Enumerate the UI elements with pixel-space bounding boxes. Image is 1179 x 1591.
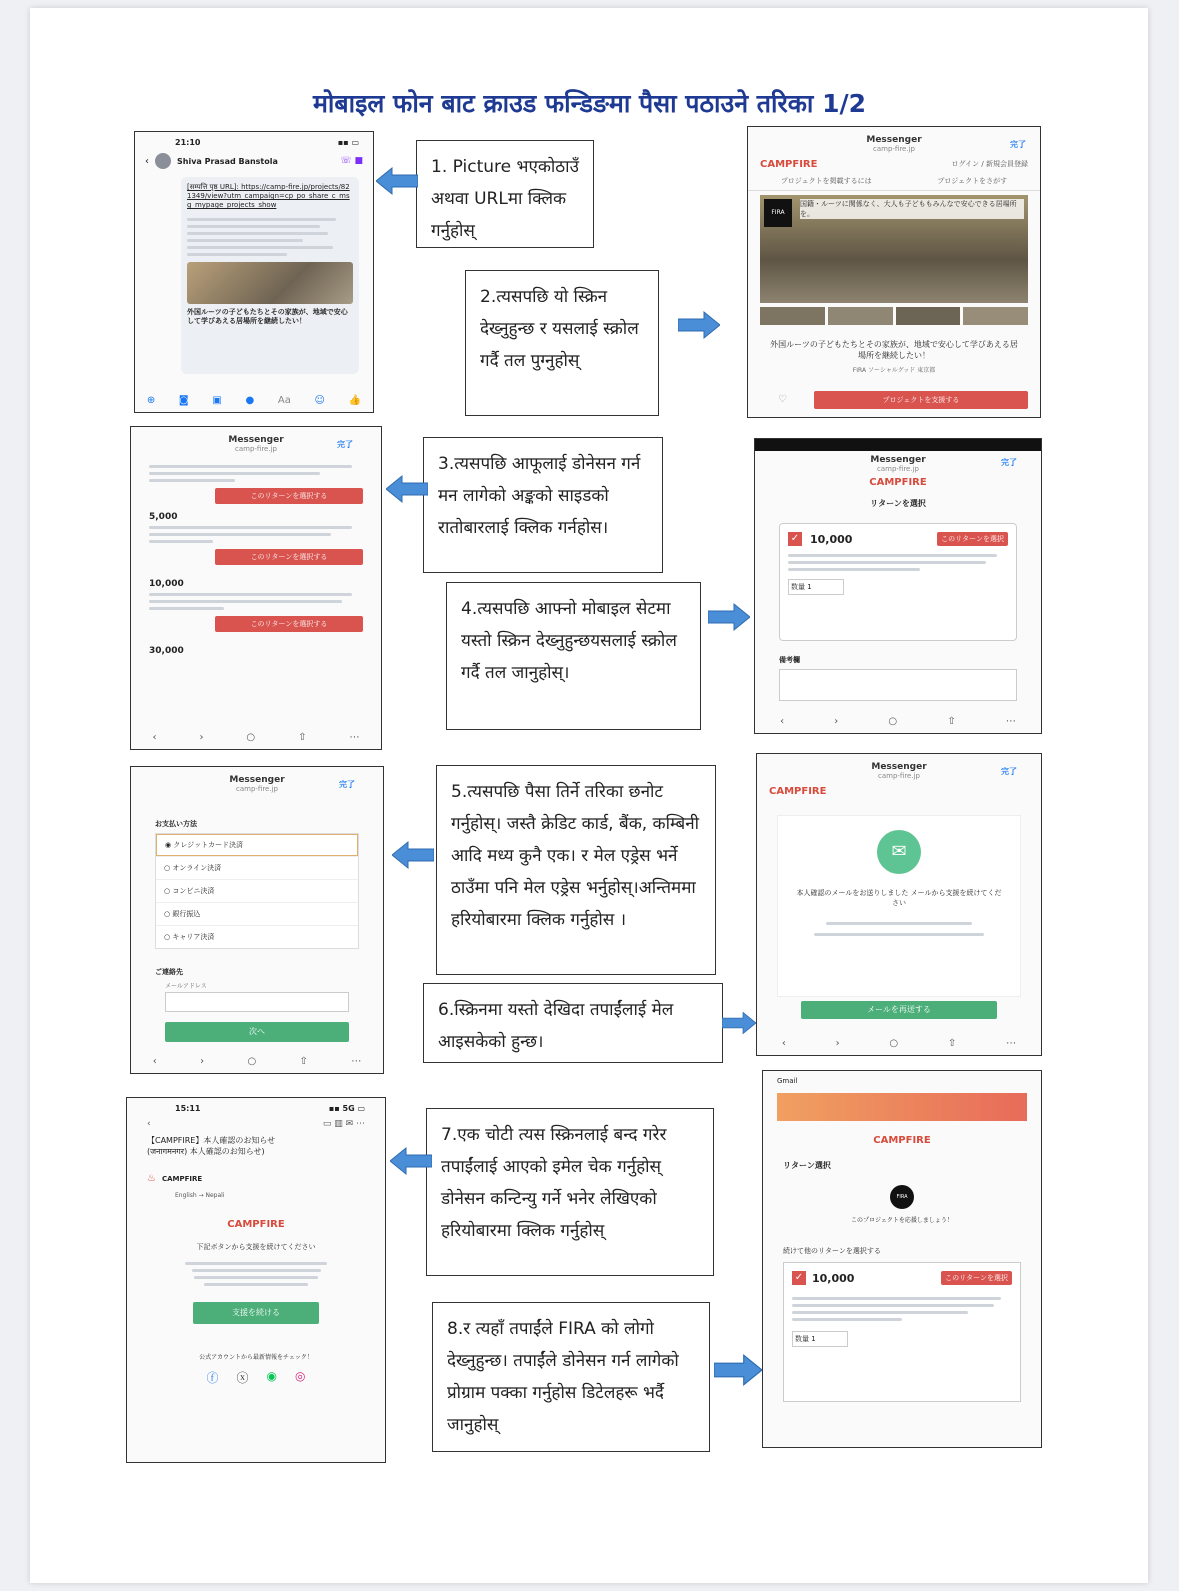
email-label: メールアドレス bbox=[165, 983, 207, 990]
payment-option-credit[interactable]: ◉ クレジットカード決済 bbox=[156, 834, 358, 856]
status-time: 21:10 bbox=[175, 138, 201, 147]
campfire-logo: CAMPFIRE bbox=[873, 1135, 931, 1146]
browser-toolbar bbox=[131, 1056, 383, 1067]
facebook-icon[interactable]: ⓕ bbox=[206, 1371, 219, 1385]
support-project-button[interactable]: プロジェクトを支援する bbox=[814, 391, 1028, 409]
campfire-logo: CAMPFIRE bbox=[869, 477, 927, 488]
message-bubble[interactable] bbox=[181, 177, 359, 374]
step-5-box: 5.त्यसपछि पैसा तिर्ने तरिका छनोट गर्नुहोस्। जस्तै क्रेडिट कार्ड, बैंक, कम्बिनी आदि मध्य कुनै एक। र मेल एड्रेस भर्ने ठाउँमा पनि मेल एड्रेस भर्नुहोस्।अन्तिममा हरियोबारमा क्लिक गर्नुहोस । bbox=[436, 765, 716, 975]
back-icon[interactable]: ‹ bbox=[781, 1038, 786, 1049]
nav-find-project[interactable]: プロジェクトをさがす bbox=[937, 177, 1008, 185]
done-button[interactable]: 完了 bbox=[339, 780, 355, 789]
thumbnail[interactable] bbox=[896, 307, 961, 325]
plus-icon[interactable]: ⊕ bbox=[146, 395, 156, 406]
message-photo[interactable] bbox=[187, 262, 353, 304]
quantity-stepper[interactable]: 数量 1 bbox=[792, 1331, 848, 1347]
arrow-right-icon bbox=[678, 310, 720, 340]
more-icon[interactable]: ⋯ bbox=[351, 1056, 362, 1067]
contact-label: ご連絡先 bbox=[155, 968, 183, 976]
browser-domain: camp-fire.jp bbox=[873, 145, 915, 153]
signal-icon: ▪▪ 5G ▭ bbox=[328, 1104, 365, 1113]
forward-icon[interactable]: › bbox=[834, 716, 839, 727]
step-2-box: 2.त्यसपछि यो स्क्रिन देख्नुहुन्छ र यसलाई स्क्रोल गर्दै तल पुग्नुहोस् bbox=[465, 270, 659, 416]
fira-logo: FIRA bbox=[764, 199, 792, 227]
reload-icon[interactable]: ○ bbox=[247, 1056, 257, 1067]
mic-icon[interactable]: ● bbox=[245, 395, 255, 406]
return-amount: 10,000 bbox=[810, 532, 853, 546]
browser-app-name: Messenger bbox=[871, 762, 927, 772]
screenshot-messenger-chat bbox=[134, 131, 374, 413]
browser-toolbar bbox=[755, 716, 1041, 727]
return-amount: 10,000 bbox=[149, 579, 184, 589]
project-tags: FIRA ソーシャルグッド 東京都 bbox=[852, 367, 936, 374]
arrow-left-icon bbox=[392, 840, 434, 870]
note-label: 備考欄 bbox=[779, 656, 800, 664]
emoji-icon[interactable]: ☺ bbox=[314, 395, 325, 406]
email-subject-translated: (जनागमनगर) 本人確認のお知らせ) bbox=[147, 1147, 265, 1156]
email-footer: 公式アカウントから最新情報をチェック！ bbox=[199, 1354, 313, 1361]
translate-toggle[interactable]: English → Nepali bbox=[175, 1192, 225, 1199]
return-card[interactable] bbox=[779, 523, 1017, 641]
login-link[interactable]: ログイン / 新規会員登録 bbox=[951, 160, 1028, 168]
email-sender: CAMPFIRE bbox=[161, 1174, 203, 1183]
browser-domain: camp-fire.jp bbox=[236, 785, 278, 793]
project-caption: 外国ルーツの子どもたちとその家族が、地域で安心して学びあえる居場所を継続したい！ bbox=[770, 340, 1018, 360]
mail-actions[interactable]: ▭ ▥ ✉ ⋯ bbox=[322, 1119, 365, 1129]
browser-app-name: Messenger bbox=[228, 435, 284, 445]
more-icon[interactable]: ⋯ bbox=[349, 732, 360, 743]
done-button[interactable]: 完了 bbox=[1001, 767, 1017, 776]
step-8-box: 8.र त्यहाँ तपाईंले FIRA को लोगो देख्नुहुन्छ। तपाईंले डोनेसन गर्न लागेको प्रोग्राम पक्का गर्नुहोस डिटेलहरू भर्दै जानुहोस् bbox=[432, 1302, 710, 1452]
screenshot-project-page bbox=[747, 126, 1041, 418]
mail-icon: ✉ bbox=[877, 830, 921, 874]
resend-mail-button[interactable]: メールを再送する bbox=[801, 1001, 997, 1019]
back-icon[interactable]: ‹ bbox=[780, 716, 785, 727]
thumbnail[interactable] bbox=[760, 307, 825, 325]
more-icon[interactable]: ⋯ bbox=[1005, 716, 1016, 727]
browser-domain: camp-fire.jp bbox=[235, 445, 277, 453]
page-title: मोबाइल फोन बाट क्राउड फन्डिङमा पैसा पठाउने तरिका 1/2 bbox=[312, 89, 867, 118]
browser-app-name: Messenger bbox=[866, 135, 922, 145]
mail-card bbox=[777, 815, 1021, 997]
back-icon[interactable]: ‹ bbox=[152, 1056, 157, 1067]
select-return-button[interactable]: このリターンを選択する bbox=[215, 616, 363, 632]
browser-domain: camp-fire.jp bbox=[878, 772, 920, 780]
step-7-box: 7.एक चोटी त्यस स्क्रिनलाई बन्द गरेर तपाईंलाई आएको इमेल चेक गर्नुहोस् डोनेसन कन्टिन्यु गर्ने भनेर लेखिएको हरियोबारमा क्लिक गर्नुहोस् bbox=[426, 1108, 714, 1276]
heart-icon[interactable]: ♡ bbox=[778, 394, 787, 405]
screenshot-return-list bbox=[130, 426, 382, 750]
browser-app-name: Messenger bbox=[870, 455, 926, 465]
message-caption: 外国ルーツの子どもたちとその家族が、地域で安心して学びあえる居場所を継続したい！ bbox=[187, 308, 348, 325]
done-button[interactable]: 完了 bbox=[337, 440, 353, 449]
next-button[interactable]: 次へ bbox=[165, 1022, 349, 1042]
arrow-right-icon bbox=[714, 1350, 762, 1390]
return-section-label: リターン選択 bbox=[783, 1161, 831, 1170]
message-link[interactable]: [सम्पत्ति पृष्ठ URL]: https://camp-fire.jp/projects/821349/view?utm_campaign=cp_po_share_c_msg_mypage_projects_show bbox=[187, 183, 350, 209]
email-headline: 下記ボタンから支援を続けてください bbox=[196, 1243, 316, 1251]
call-icon[interactable]: ☏ ■ bbox=[340, 156, 363, 166]
select-return-button[interactable]: このリターンを選択する bbox=[215, 549, 363, 565]
screenshot-return-select bbox=[754, 438, 1042, 734]
reload-icon[interactable]: ○ bbox=[888, 716, 898, 727]
select-return-button[interactable]: このリターンを選択 bbox=[941, 1271, 1012, 1285]
done-button[interactable]: 完了 bbox=[1010, 140, 1026, 149]
campfire-logo: CAMPFIRE bbox=[227, 1219, 285, 1230]
x-icon[interactable]: ⓧ bbox=[236, 1371, 249, 1385]
select-return-button[interactable]: このリターンを選択 bbox=[937, 532, 1008, 546]
back-icon[interactable]: ‹ bbox=[147, 1119, 151, 1129]
reload-icon[interactable]: ○ bbox=[246, 732, 256, 743]
more-icon[interactable]: ⋯ bbox=[1006, 1038, 1017, 1049]
instagram-icon[interactable]: ◎ bbox=[295, 1369, 306, 1383]
arrow-left-icon bbox=[376, 166, 418, 196]
nav-list-project[interactable]: プロジェクトを掲載するには bbox=[780, 177, 872, 185]
browser-app-name: Messenger bbox=[229, 775, 285, 785]
campfire-logo: CAMPFIRE bbox=[769, 786, 827, 797]
avatar bbox=[155, 153, 171, 169]
status-time: 15:11 bbox=[175, 1104, 201, 1113]
screenshot-payment-method bbox=[130, 766, 384, 1074]
payment-option-bank[interactable]: ○ 銀行振込 bbox=[156, 902, 358, 925]
notice-banner bbox=[777, 1093, 1027, 1121]
thumbnail[interactable] bbox=[963, 307, 1028, 325]
signal-icon: ▪▪ ▭ bbox=[337, 138, 359, 147]
payment-option-convenience[interactable]: ○ コンビニ決済 bbox=[156, 879, 358, 902]
gallery-icon[interactable]: ▣ bbox=[212, 395, 222, 406]
forward-icon[interactable]: › bbox=[835, 1038, 840, 1049]
camera-icon[interactable]: ◙ bbox=[178, 395, 189, 406]
other-return-label: 続けて他のリターンを選択する bbox=[783, 1247, 881, 1255]
arrow-right-icon bbox=[708, 602, 750, 632]
checkbox-icon[interactable]: ✓ bbox=[788, 532, 802, 546]
back-icon[interactable]: ‹ bbox=[152, 732, 157, 743]
forward-icon[interactable]: › bbox=[200, 1056, 205, 1067]
arrow-left-icon bbox=[386, 474, 428, 504]
thumbnail[interactable] bbox=[828, 307, 893, 325]
like-icon[interactable]: 👍 bbox=[348, 395, 362, 406]
payment-option-online[interactable]: ○ オンライン決済 bbox=[156, 856, 358, 879]
step-4-box: 4.त्यसपछि आफ्नो मोबाइल सेटमा यस्तो स्क्रिन देख्नुहुन्छयसलाई स्क्रोल गर्दै तल जानुहोस्। bbox=[446, 582, 701, 730]
message-input[interactable]: Aa bbox=[277, 395, 291, 406]
campfire-logo: CAMPFIRE bbox=[760, 159, 818, 170]
fira-logo: FIRA bbox=[890, 1185, 914, 1209]
arrow-right-icon bbox=[722, 1008, 756, 1038]
return-card[interactable] bbox=[783, 1262, 1021, 1402]
sender-name: Shiva Prasad Banstola bbox=[177, 156, 278, 166]
browser-toolbar bbox=[131, 732, 381, 743]
back-icon[interactable]: ‹ bbox=[145, 155, 149, 167]
select-return-button[interactable]: このリターンを選択する bbox=[215, 488, 363, 504]
sender-logo-icon: ♨ bbox=[147, 1173, 156, 1184]
forward-icon[interactable]: › bbox=[199, 732, 204, 743]
gmail-back[interactable]: Gmail bbox=[777, 1077, 798, 1085]
step-6-box: 6.स्क्रिनमा यस्तो देखिदा तपाईंलाई मेल आइसकेको हुन्छ। bbox=[423, 983, 723, 1063]
share-icon[interactable]: ⇧ bbox=[947, 716, 956, 727]
return-amount: 30,000 bbox=[149, 646, 184, 656]
return-heading: リターンを選択 bbox=[870, 499, 926, 508]
line-icon[interactable]: ◉ bbox=[266, 1369, 278, 1383]
return-amount: 5,000 bbox=[149, 512, 178, 522]
browser-domain: camp-fire.jp bbox=[877, 465, 919, 473]
email-subject: 【CAMPFIRE】本人確認のお知らせ bbox=[147, 1136, 276, 1145]
screenshot-mail-sent bbox=[756, 753, 1042, 1056]
email-field[interactable] bbox=[165, 992, 349, 1012]
share-icon[interactable]: ⇧ bbox=[298, 732, 307, 743]
screenshot-fira-confirm bbox=[762, 1070, 1042, 1448]
browser-toolbar bbox=[757, 1038, 1041, 1049]
checkbox-icon[interactable]: ✓ bbox=[792, 1271, 806, 1285]
section-label: お支払い方法 bbox=[155, 820, 197, 828]
project-confirm-text: このプロジェクトを応援しましょう！ bbox=[851, 1217, 953, 1224]
note-input[interactable] bbox=[779, 669, 1017, 701]
share-icon[interactable]: ⇧ bbox=[947, 1038, 957, 1049]
step-3-box: 3.त्यसपछि आफूलाई डोनेसन गर्न मन लागेको अङ्कको साइडको रातोबारलाई क्लिक गर्नहोस। bbox=[423, 437, 663, 573]
messenger-toolbar bbox=[135, 395, 373, 406]
done-button[interactable]: 完了 bbox=[1001, 458, 1017, 467]
share-icon[interactable]: ⇧ bbox=[299, 1056, 308, 1067]
continue-support-button[interactable]: 支援を続ける bbox=[193, 1302, 319, 1324]
project-banner[interactable] bbox=[760, 195, 1028, 303]
quantity-stepper[interactable]: 数量 1 bbox=[788, 579, 844, 595]
mail-message: 本人確認のメールをお送りしました メールから支援を続けてください bbox=[796, 889, 1002, 907]
step-1-box: 1. Picture भएकोठाउँ अथवा URLमा क्लिक गर्नुहोस् bbox=[416, 140, 594, 248]
payment-option-carrier[interactable]: ○ キャリア決済 bbox=[156, 925, 358, 948]
reload-icon[interactable]: ○ bbox=[889, 1038, 899, 1049]
banner-text: 国籍・ルーツに関係なく、大人も子どももみんなで安心できる居場所を。 bbox=[800, 199, 1024, 219]
arrow-left-icon bbox=[390, 1146, 432, 1176]
screenshot-email bbox=[126, 1097, 386, 1463]
return-amount: 10,000 bbox=[812, 1271, 855, 1285]
